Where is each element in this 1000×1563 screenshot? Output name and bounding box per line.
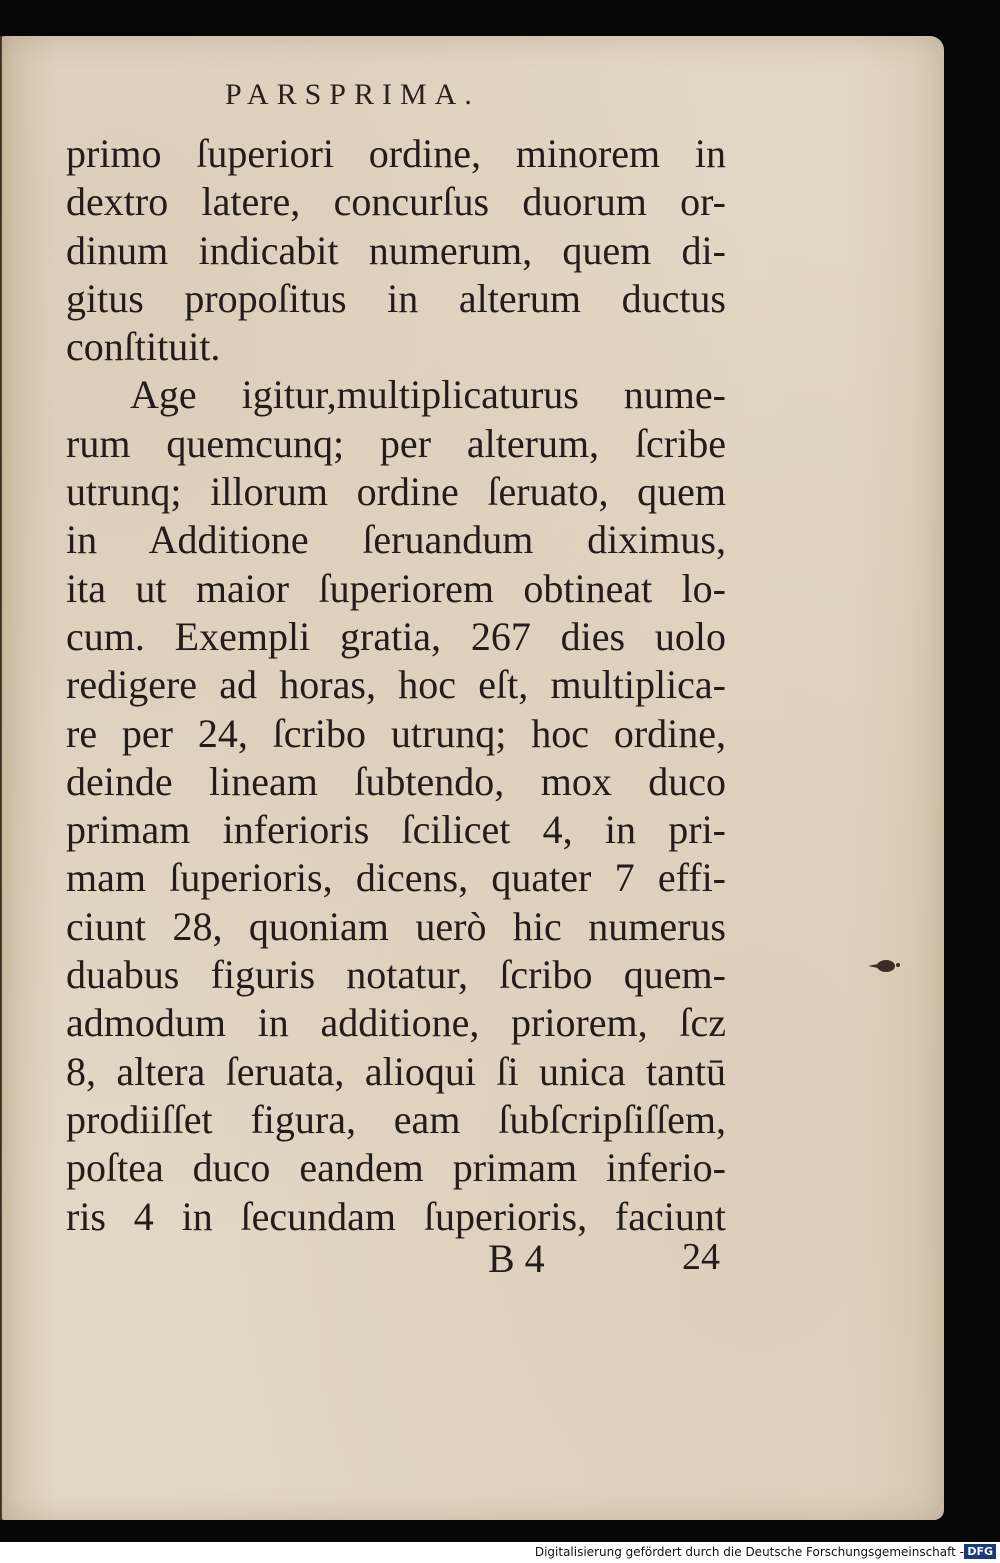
text-line: utrunq; illorum ordine ſeruato, quem bbox=[66, 469, 726, 515]
text-line: primo ſuperiori ordine, minorem in bbox=[66, 131, 726, 176]
text-line: Age igitur,multiplicaturus nume- bbox=[130, 372, 726, 418]
text-line: mam ſuperioris, dicens, quater 7 effi- bbox=[66, 855, 726, 901]
text-line: prodiiſſet figura, eam ſubſcripſiſſem, bbox=[66, 1096, 726, 1142]
text-line: gitus propoſitus in alterum ductus bbox=[66, 275, 726, 321]
text-line: primam inferioris ſcilicet 4, in pri- bbox=[66, 807, 726, 853]
text-line: in Additione ſeruandum diximus, bbox=[66, 517, 726, 563]
text-line: dextro latere, concurſus duorum or- bbox=[66, 179, 726, 225]
text-line: 8, altera ſeruata, alioqui ſi unica tantū bbox=[66, 1048, 726, 1094]
text-line: ciunt 28, quoniam uerò hic numerus bbox=[66, 903, 726, 949]
text-line: ris 4 in ſecundam ſuperioris, faciunt bbox=[66, 1193, 726, 1239]
text-line: re per 24, ſcribo utrunq; hoc ordine, bbox=[66, 710, 726, 756]
folio-number: 24 bbox=[682, 1236, 720, 1278]
text-line: redigere ad horas, hoc eſt, multiplica- bbox=[66, 662, 726, 708]
text-line: deinde lineam ſubtendo, mox duco bbox=[66, 758, 726, 804]
text-line: admodum in additione, priorem, ſcz bbox=[66, 1000, 726, 1046]
text-line: poſtea duco eandem primam inferio- bbox=[66, 1145, 726, 1191]
ornament-icon bbox=[866, 956, 902, 976]
running-head: PARSPRIMA. bbox=[225, 78, 480, 111]
text-line: dinum indicabit numerum, quem di- bbox=[66, 227, 726, 273]
signature-mark: B 4 bbox=[488, 1236, 545, 1281]
text-line: rum quemcunq; per alterum, ſcribe bbox=[66, 420, 726, 466]
text-line: cum. Exempli gratia, 267 dies uolo bbox=[66, 613, 726, 659]
dfg-logo: DFG bbox=[964, 1544, 996, 1559]
text-line: ita ut maior ſuperiorem obtineat lo- bbox=[66, 565, 726, 611]
text-line: conſtituit. bbox=[66, 324, 221, 370]
text-line: duabus figuris notatur, ſcribo quem- bbox=[66, 952, 726, 998]
footer-credit: Digitalisierung gefördert durch die Deutsche Forschungsgemeinschaft - bbox=[534, 1545, 964, 1559]
body-text bbox=[66, 130, 726, 1241]
